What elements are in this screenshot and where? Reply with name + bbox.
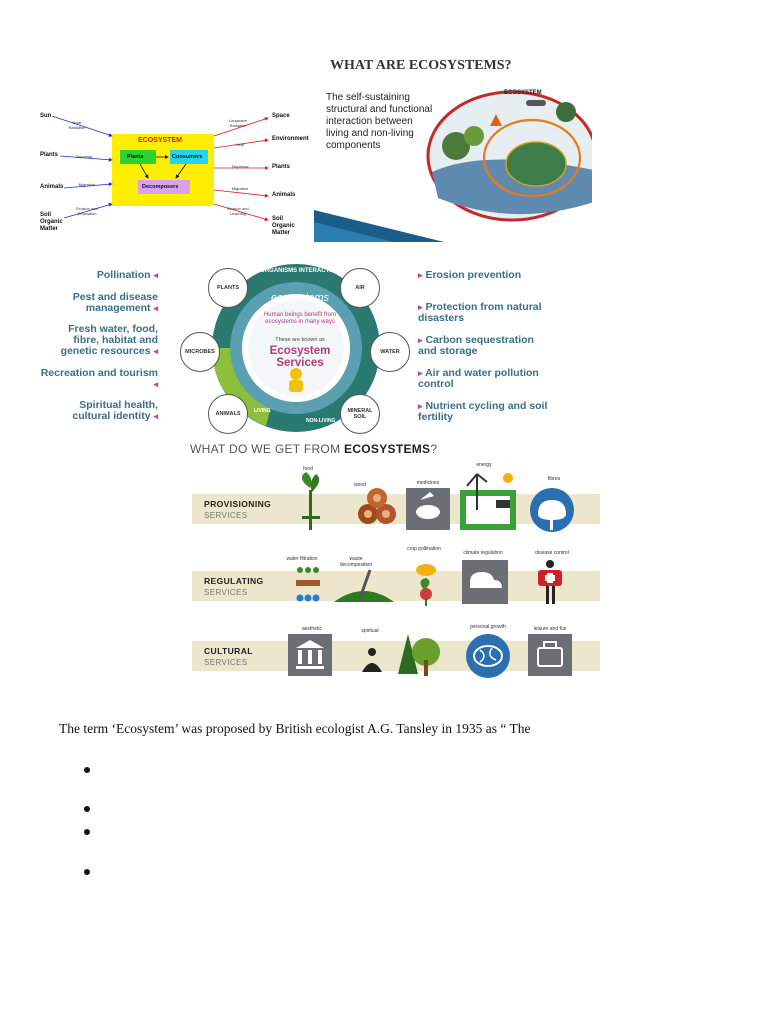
label-personal-growth: personal growth [470,624,506,630]
label-waste-decomposition: waste decomposition [339,556,373,568]
node-microbes: MICROBES [180,332,220,372]
pink-arrow-icon: ▸ [418,401,423,411]
flow-input-soil: Soil Organic Matter [40,212,63,232]
label-aesthetic: aesthetic [301,626,322,632]
flow-output-animals: Animals [272,192,296,198]
center-small-text: Human beings benefit from ecosystems in many ways [263,312,337,325]
crop-pollination-icon [416,564,436,606]
energy-icon [460,473,516,530]
definition-paragraph: The term ‘Ecosystem’ was proposed by British ecologist A.G. Tansley in 1935 as “ The [59,721,531,736]
flow-link-migration-in: Migration [78,182,96,187]
provisioning-title: PROVISIONING [204,499,272,509]
node-mineral-soil: MINERAL SOIL [340,394,380,434]
flow-link-erosion-in: Erosion and Deposition [76,206,98,216]
cultural-sub: SERVICES [204,658,248,667]
bullet-1 [84,767,90,773]
pink-arrow-icon: ▸ [418,368,423,378]
flow-output-space: Space [272,113,290,119]
ecosystem-services-wheel [0,262,768,432]
waste-decomposition-icon [334,570,394,602]
leisure-and-fun-icon [528,634,572,676]
pink-arrow-icon: ◂ [153,346,158,356]
flow-link-erosion-out: Erosion and Leaching [227,206,249,216]
service-carbon: ▸ Carbon sequestration and storage [418,334,534,357]
label-climate-regulation: climate regulation [463,550,503,556]
flow-output-soil: Soil Organic Matter [272,216,295,236]
center-big-text: Ecosystem Services [269,345,331,369]
what-are-ecosystems-panel [314,52,592,242]
disease-control-icon [538,560,562,604]
what-do-we-get-heading: WHAT DO WE GET FROM ECOSYSTEMS? [190,442,438,456]
flow-output-environment: Environment [272,136,309,142]
circle-title: ECOSYSTEM [504,90,542,96]
living-label: LIVING [254,408,271,414]
center-known-text: These are known as [275,337,325,343]
service-air-water: ▸ Air and water pollution control [418,367,539,390]
ring-inner-label: ecosystems [270,292,330,304]
pink-arrow-icon: ◂ [153,379,158,389]
label-crop-pollination: crop pollination [407,546,441,552]
label-energy: energy [476,462,492,468]
flow-consumers-box: Consumers [172,154,203,160]
bullet-3 [84,829,90,835]
flow-output-plants: Plants [272,164,291,170]
cultural-title: CULTURAL [204,646,253,656]
service-nutrient: ▸ Nutrient cycling and soil fertility [418,400,548,423]
provisioning-sub: SERVICES [204,511,248,520]
bullet-4 [84,869,90,875]
pink-arrow-icon: ◂ [153,303,158,313]
flow-input-animals: Animals [40,184,64,190]
provisioning-icons [290,470,580,532]
service-pest-disease: Pest and disease management ◂ [72,291,158,314]
pink-arrow-icon: ▸ [418,270,423,280]
regulating-sub: SERVICES [204,588,248,597]
flow-link-dispersal-out: Dispersal [231,164,249,169]
climate-regulation-icon [462,560,508,604]
ecosystem-flow-diagram [36,106,316,238]
personal-growth-icon [466,634,510,678]
label-leisure-and-fun: leisure and fun [533,626,567,632]
node-water: WATER [370,332,410,372]
node-air: AIR [340,268,380,308]
service-erosion: ▸ Erosion prevention [418,269,522,281]
label-disease-control: disease control [535,550,569,556]
aesthetic-icon [288,634,332,676]
service-fresh-water: Fresh water, food, fibre, habitat and genetic resources ◂ [60,323,158,357]
pink-arrow-icon: ◂ [153,411,158,421]
flow-link-migration-out: Migration [231,186,249,191]
label-wood: wood [354,482,366,488]
flow-link-solar: Solar Radiation [68,120,86,130]
pink-arrow-icon: ▸ [418,335,423,345]
regulating-icons [290,560,580,610]
flow-plants-box: Plants [127,154,144,160]
flow-input-plants: Plants [40,152,59,158]
label-spiritual: spiritual [361,628,379,634]
non-living-label: NON-LIVING [306,418,336,424]
label-medicines: medicines [416,480,440,486]
node-plants: PLANTS [208,268,248,308]
bullet-2 [84,806,90,812]
cultural-icons [288,630,578,680]
flow-center-title: ECOSYSTEM [138,137,182,144]
flow-link-heat: Heat [235,142,245,147]
food-icon [302,472,320,530]
flow-decomposers-box: Decomposers [142,184,179,190]
flow-link-longwave: Longwave Radiation [228,118,248,128]
regulating-title: REGULATING [204,576,264,586]
medicines-icon [406,488,450,530]
spiritual-icon [362,634,440,676]
fibres-icon [530,488,574,532]
ring-label: ORGANISMS INTERACTION [260,268,340,274]
pink-arrow-icon: ▸ [418,302,423,312]
flow-link-dispersal-in: Dispersal [75,154,93,159]
service-spiritual: Spiritual health, cultural identity ◂ [72,399,158,422]
node-animals: ANIMALS [208,394,248,434]
what-are-ecosystems-definition: The self-sustaining structural and functional interaction between living and non-living components [326,92,433,151]
service-recreation: Recreation and tourism ◂ [40,367,158,389]
service-protection: ▸ Protection from natural disasters [418,301,542,324]
label-water-filtration: water filtration [286,556,318,562]
what-are-ecosystems-title: WHAT ARE ECOSYSTEMS? [330,58,512,73]
wood-icon [358,488,396,524]
label-food: food [303,466,313,472]
water-filtration-icon [296,567,320,602]
label-fibres: fibres [547,476,561,482]
service-pollination: Pollination ◂ [96,269,158,281]
flow-input-sun: Sun [40,113,52,119]
pink-arrow-icon: ◂ [153,270,158,280]
